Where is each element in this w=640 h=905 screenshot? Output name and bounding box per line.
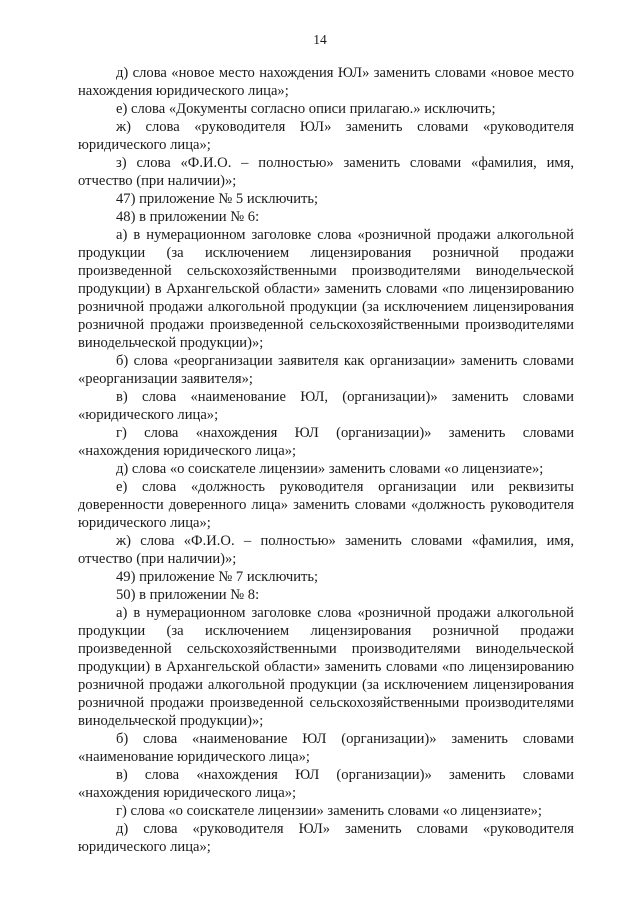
paragraph-48: 48) в приложении № 6: — [116, 209, 260, 225]
paragraph-50-g: г) слова «о соискателе лицензии» заменить словами «о лицензиате»; — [116, 803, 542, 819]
document-body — [78, 64, 574, 856]
paragraph-48-zh: ж) слова «Ф.И.О. – полностью» заменить словами «фамилия, имя, отчество (при наличии)»; — [78, 533, 574, 567]
paragraph-47: 47) приложение № 5 исключить; — [116, 191, 319, 207]
paragraph-50-d: д) слова «руководителя ЮЛ» заменить словами «руководителя юридического лица»; — [78, 821, 574, 855]
paragraph-50-v: в) слова «нахождения ЮЛ (организации)» заменить словами «нахождения юридического лица»; — [78, 767, 574, 801]
paragraph-48-e: е) слова «должность руководителя организации или реквизиты доверенности доверенного лица» заменить словами «должность руководителя юридического лица»; — [78, 479, 574, 531]
paragraph-d-new-location: д) слова «новое место нахождения ЮЛ» заменить словами «новое место нахождения юридического лица»; — [78, 65, 574, 99]
paragraph-z-fio: з) слова «Ф.И.О. – полностью» заменить словами «фамилия, имя, отчество (при наличии)»; — [78, 155, 574, 189]
paragraph-48-v: в) слова «наименование ЮЛ, (организации)» заменить словами «юридического лица»; — [78, 389, 574, 423]
paragraph-50: 50) в приложении № 8: — [116, 587, 260, 603]
paragraph-e-documents: е) слова «Документы согласно описи прилагаю.» исключить; — [116, 101, 496, 117]
paragraph-48-b: б) слова «реорганизации заявителя как организации» заменить словами «реорганизации заявителя»; — [78, 353, 574, 387]
paragraph-50-a: а) в нумерационном заголовке слова «розничной продажи алкогольной продукции (за исключением лицензирования розничной продажи произведенной сельскохозяйственными производителями винодельческой продукции) в Архангельской области» заменить словами «по лицензированию розничной продажи алкогольной продукции (за исключением лицензирования розничной продажи произведенной сельскохозяйственными производителями винодельческой продукции)»; — [78, 605, 574, 729]
paragraph-48-a: а) в нумерационном заголовке слова «розничной продажи алкогольной продукции (за исключением лицензирования розничной продажи произведенной сельскохозяйственными производителями винодельческой продукции) в Архангельской области» заменить словами «по лицензированию розничной продажи алкогольной продукции (за исключением лицензирования розничной продажи произведенной сельскохозяйственными производителями винодельческой продукции)»; — [78, 227, 574, 351]
paragraph-zh-head: ж) слова «руководителя ЮЛ» заменить словами «руководителя юридического лица»; — [78, 119, 574, 153]
paragraph-50-b: б) слова «наименование ЮЛ (организации)» заменить словами «наименование юридического лица»; — [78, 731, 574, 765]
paragraph-48-g: г) слова «нахождения ЮЛ (организации)» заменить словами «нахождения юридического лица»; — [78, 425, 574, 459]
paragraph-49: 49) приложение № 7 исключить; — [116, 569, 319, 585]
paragraph-48-d: д) слова «о соискателе лицензии» заменить словами «о лицензиате»; — [116, 461, 544, 477]
page-number: 14 — [313, 32, 327, 47]
